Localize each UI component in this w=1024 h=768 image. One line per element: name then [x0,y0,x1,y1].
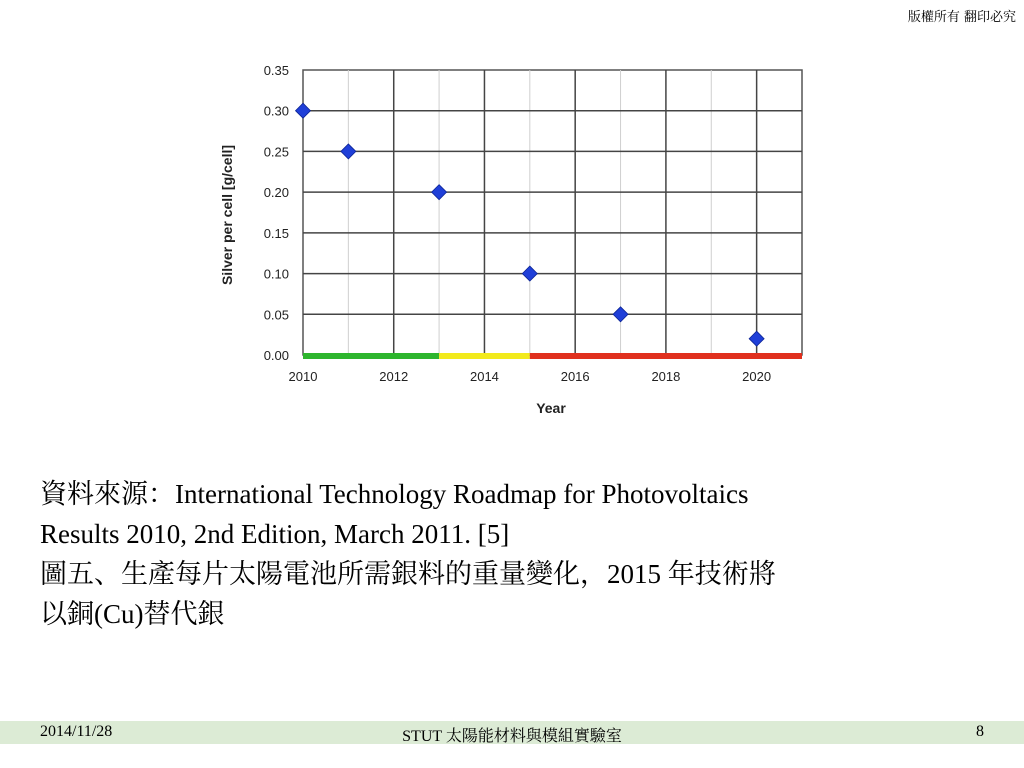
y-tick-label: 0.00 [263,348,289,363]
plot-area [303,70,802,355]
x-tick-label: 2012 [379,369,409,384]
x-tick-label: 2020 [742,369,772,384]
y-tick-label: 0.10 [263,266,289,282]
y-tick-label: 0.35 [263,63,289,78]
caption-figure-line: 圖五、生產每片太陽電池所需銀料的重量變化，2015 年技術將 [40,559,776,589]
timeline-band [303,353,439,359]
footer-page-number: 8 [976,723,984,740]
y-tick-label: 0.15 [263,225,289,241]
caption-source-line: 資料來源：International Technology Roadmap for Photovoltaics [40,479,749,509]
slide-footer [0,721,1024,744]
timeline-bands [303,353,802,359]
timeline-band [530,353,802,359]
footer-date: 2014/11/28 [40,723,113,740]
caption-source-line-2: Results 2010, 2nd Edition, March 2011. [5] [40,519,510,549]
timeline-band [439,353,530,359]
y-tick-label: 0.30 [263,103,289,119]
x-axis-label: Year [536,400,566,416]
x-tick-label: 2010 [288,369,318,384]
copyright-notice: 版權所有 翻印必究 [907,10,1016,25]
y-axis-label: Silver per cell [g/cell] [219,144,235,286]
caption-figure-line-2: 以銅(Cu)替代銀 [40,599,225,629]
x-tick-label: 2014 [469,369,499,384]
y-tick-label: 0.20 [263,185,289,201]
x-tick-label: 2016 [560,369,590,384]
y-tick-label: 0.25 [263,144,289,160]
footer-lab-title: STUT 太陽能材料與模組實驗室 [402,728,622,745]
y-tick-label: 0.05 [263,307,289,323]
x-tick-label: 2018 [651,369,681,384]
figure-caption [40,474,1000,634]
chart-grid [303,70,802,355]
